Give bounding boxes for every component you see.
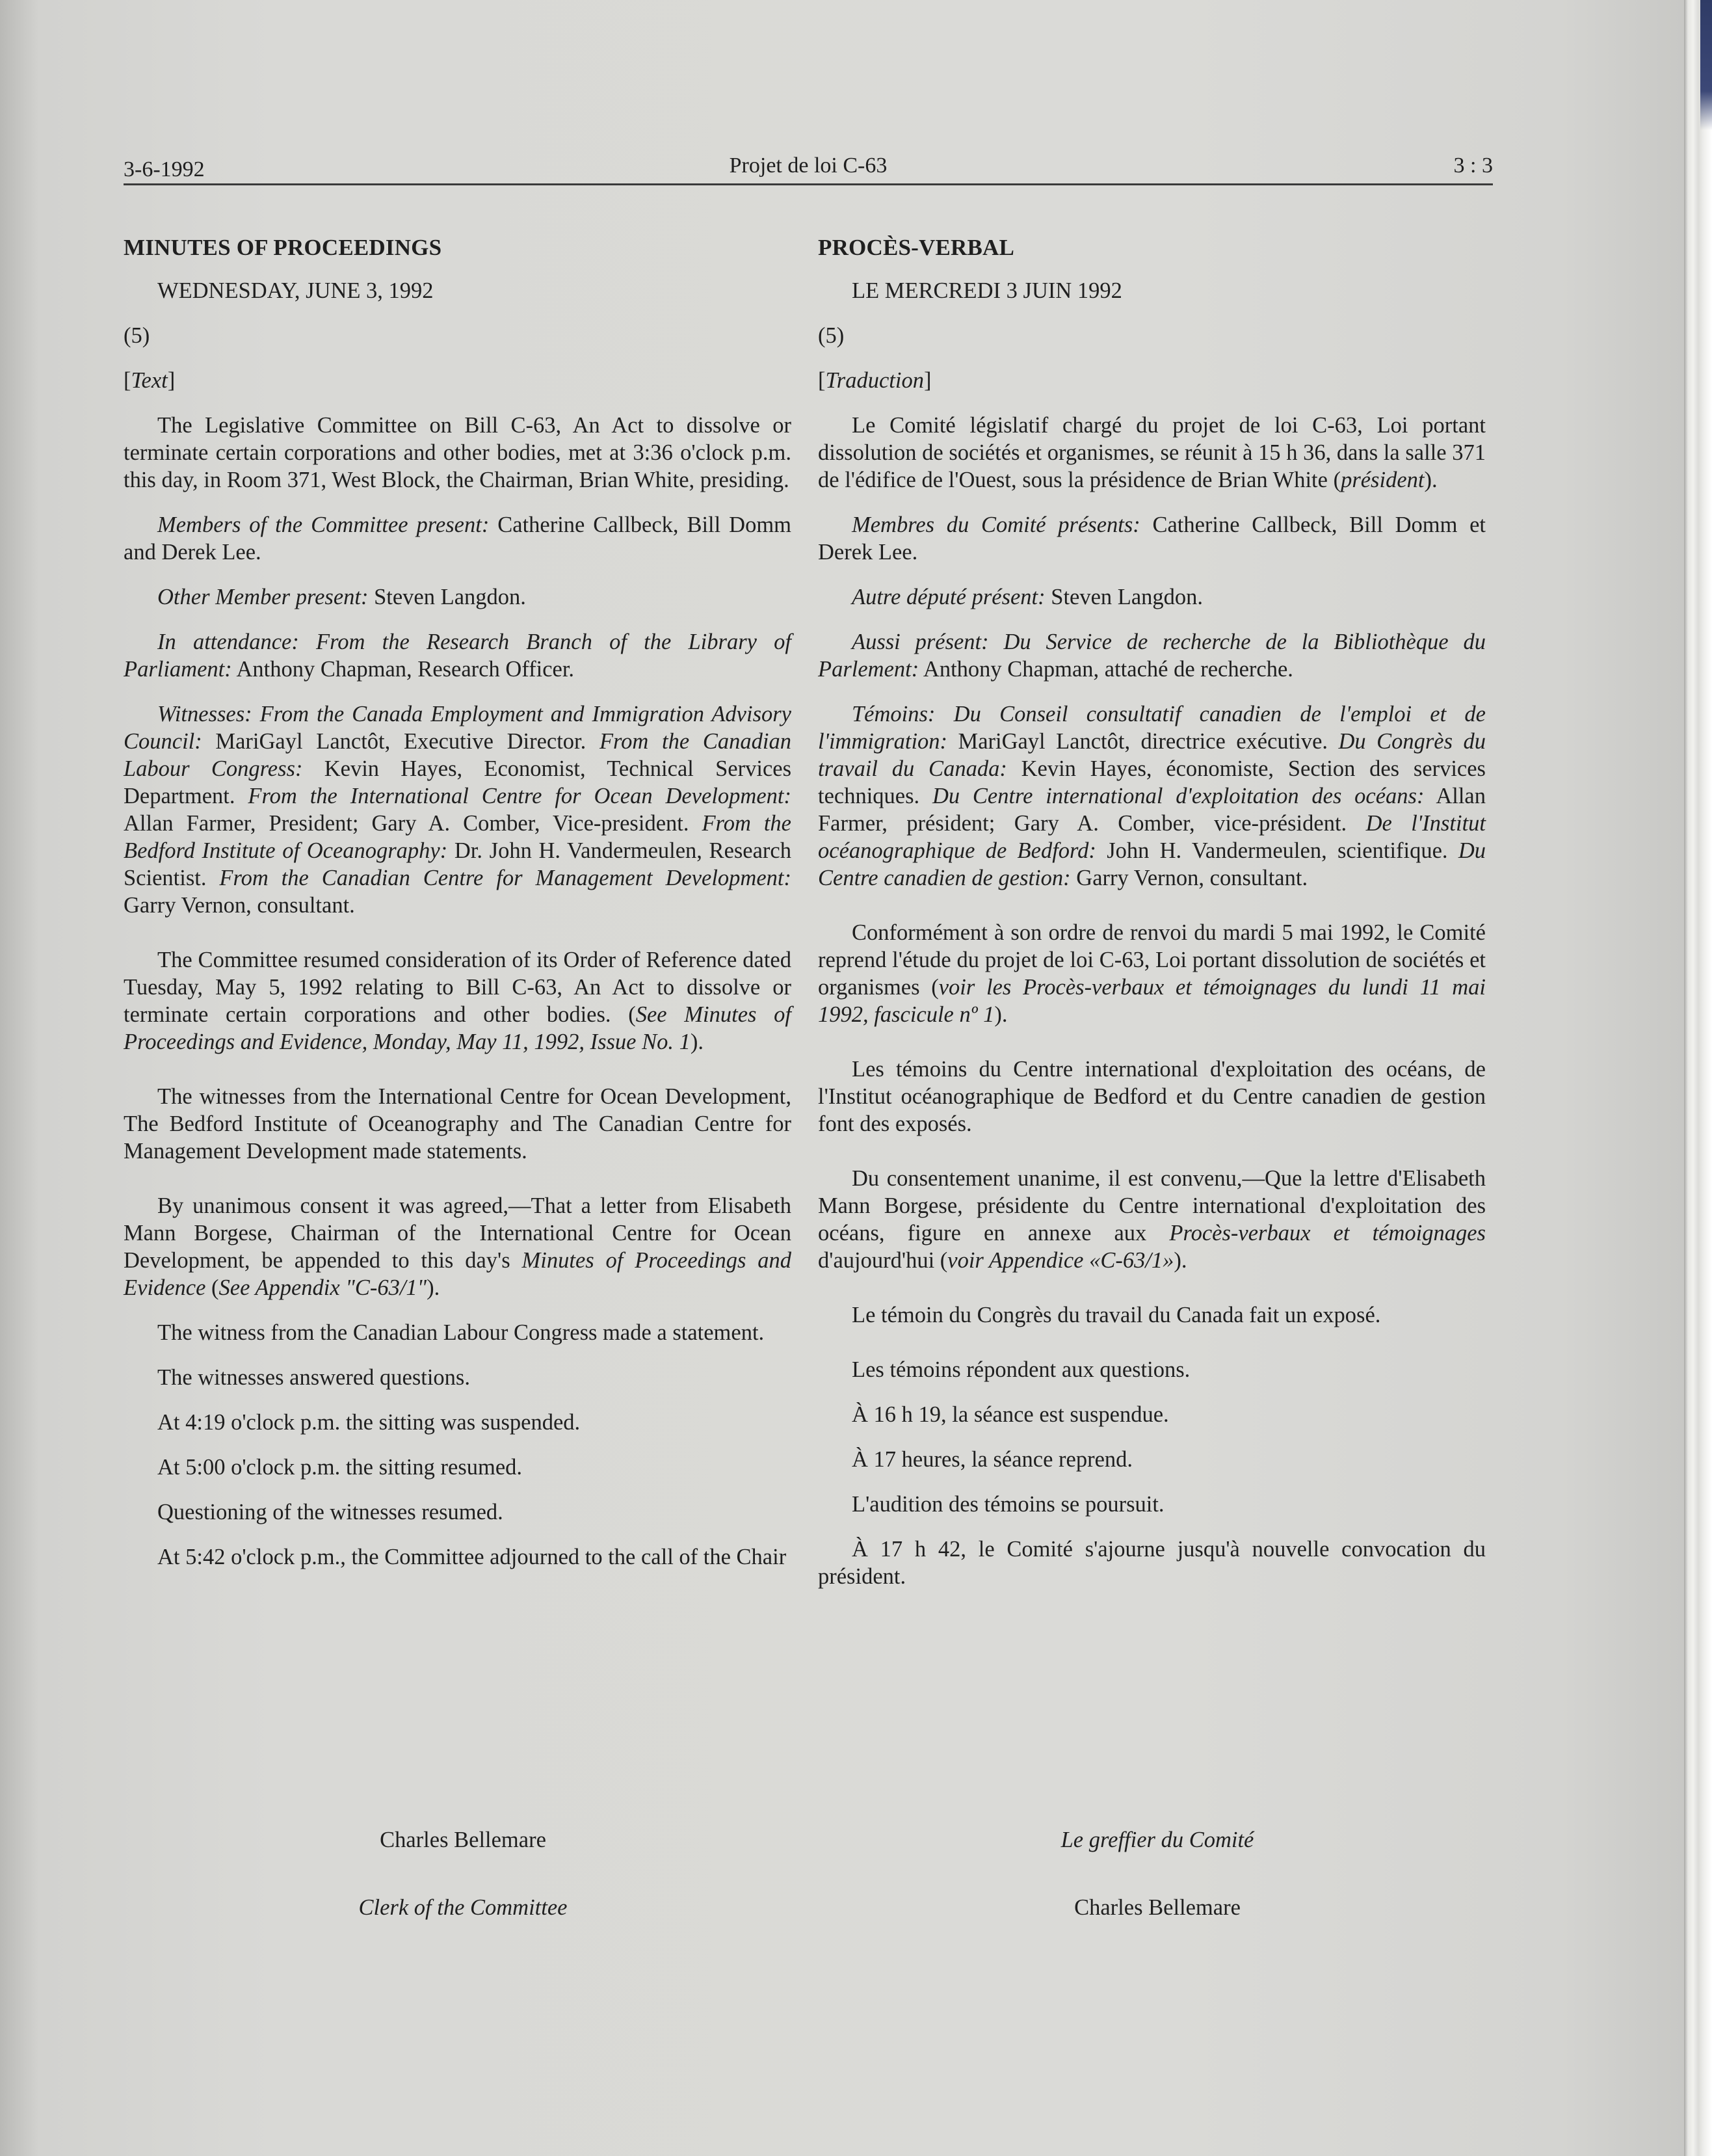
french-text-label: [Traduction] bbox=[818, 368, 932, 393]
french-consent-text: Du consentement unanime, il est convenu,—Que la lettre d'Elisabeth Mann Borgese, présidente du Centre international d'exploitation des océans, figure en annexe aux bbox=[818, 1166, 1486, 1245]
english-resumed-ref: See Minutes of Proceedings and Evidence, Monday, May 11, 1992, Issue No. 1 bbox=[124, 1002, 791, 1054]
book-page-edge bbox=[1684, 0, 1712, 2156]
english-other-label: Other Member present: bbox=[157, 585, 369, 609]
french-witness-1: MariGayl Lanctôt, directrice exécutive. bbox=[947, 729, 1339, 754]
french-heading: PROCÈS-VERBAL bbox=[818, 235, 1015, 260]
french-witness-5: Garry Vernon, consultant. bbox=[1070, 866, 1308, 890]
french-resumed-end: ). bbox=[994, 1002, 1008, 1027]
french-unanimous-consent bbox=[818, 1165, 1486, 1274]
french-adjourned: À 17 h 42, le Comité s'ajourne jusqu'à nouvelle convocation du président. bbox=[818, 1537, 1486, 1589]
english-members-names: Catherine Callbeck, Bill Domm and Derek Lee. bbox=[124, 512, 791, 565]
french-clc-statement: Le témoin du Congrès du travail du Canada fait un exposé. bbox=[852, 1303, 1381, 1327]
english-members-present bbox=[124, 511, 791, 566]
english-consent-appendix: See Appendix "C-63/1" bbox=[218, 1275, 427, 1300]
english-witness-2-org: From the Canadian Labour Congress: bbox=[124, 729, 791, 781]
french-witness-3: Allan Farmer, président; Gary A. Comber, vice-président. bbox=[818, 784, 1486, 836]
french-opening-end: ). bbox=[1424, 468, 1438, 492]
french-opening-paragraph bbox=[818, 412, 1486, 494]
french-members-label: Membres du Comité présents: bbox=[852, 512, 1140, 537]
french-witnesses-label: Témoins: Du Conseil consultatif canadien de l'emploi et de l'immigration: bbox=[818, 702, 1486, 754]
english-answered: The witnesses answered questions. bbox=[157, 1365, 470, 1390]
english-witness-5: Garry Vernon, consultant. bbox=[124, 893, 355, 918]
english-heading: MINUTES OF PROCEEDINGS bbox=[124, 235, 442, 260]
french-clerk-title bbox=[962, 1826, 1352, 1854]
french-witness-2: Kevin Hayes, économiste, Section des services techniques. bbox=[818, 756, 1486, 808]
english-statements: The witnesses from the International Centre for Ocean Development, The Bedford Institute of Oceanography and The Canadian Centre for Management Development made statements. bbox=[124, 1084, 791, 1164]
english-clerk-title-text: Clerk of the Committee bbox=[358, 1895, 568, 1920]
english-resumed-end: ). bbox=[690, 1030, 704, 1054]
english-witnesses bbox=[124, 700, 791, 919]
french-order-of-reference bbox=[818, 919, 1486, 1028]
french-other-member bbox=[818, 583, 1486, 611]
english-members-label: Members of the Committee present: bbox=[157, 512, 490, 537]
english-clc-statement: The witness from the Canadian Labour Congress made a statement. bbox=[157, 1320, 765, 1345]
header-title: Projet de loi C-63 bbox=[729, 153, 888, 178]
english-witness-2: Kevin Hayes, Economist, Technical Services Department. bbox=[124, 756, 791, 808]
english-witness-5-org: From the Canadian Centre for Management Development: bbox=[219, 866, 791, 890]
french-consent-appendix: voir Appendice «C-63/1» bbox=[947, 1248, 1174, 1273]
french-consent-mid: d'aujourd'hui ( bbox=[818, 1248, 948, 1273]
header-date: 3-6-1992 bbox=[124, 157, 205, 181]
english-consent-end: ). bbox=[427, 1275, 440, 1300]
french-attendance-label: Aussi présent: Du Service de recherche de la Bibliothèque du Parlement: bbox=[818, 630, 1486, 682]
english-date: WEDNESDAY, JUNE 3, 1992 bbox=[157, 278, 434, 303]
english-clerk-name: Charles Bellemare bbox=[380, 1828, 546, 1852]
french-clerk-name: Charles Bellemare bbox=[1074, 1895, 1241, 1920]
english-attendance-label: In attendance: From the Research Branch of the Library of Parliament: bbox=[124, 630, 791, 682]
french-resumed-ref: voir les Procès-verbaux et témoignages du lundi 11 mai 1992, fascicule nº 1 bbox=[818, 975, 1486, 1027]
english-text-label-word: Text bbox=[131, 368, 168, 393]
english-clerk-title bbox=[268, 1894, 658, 1921]
english-order-of-reference bbox=[124, 946, 791, 1056]
french-statements: Les témoins du Centre international d'exploitation des océans, de l'Institut océanographique de Bedford et du Centre canadien de gestion font des exposés. bbox=[818, 1057, 1486, 1136]
english-consent-ref: Minutes of Proceedings and Evidence bbox=[124, 1248, 792, 1300]
french-members-present bbox=[818, 511, 1486, 566]
english-witness-1: MariGayl Lanctôt, Executive Director. bbox=[202, 729, 599, 754]
english-witnesses-label: Witnesses: From the Canada Employment and Immigration Advisory Council: bbox=[124, 702, 791, 754]
french-sitting-resumed: À 17 heures, la séance reprend. bbox=[852, 1447, 1133, 1472]
english-column bbox=[124, 234, 791, 1588]
english-adjourned: At 5:42 o'clock p.m., the Committee adjourned to the call of the Chair bbox=[157, 1545, 787, 1569]
english-witness-3-org: From the International Centre for Ocean Development: bbox=[248, 784, 791, 808]
french-answered: Les témoins répondent aux questions. bbox=[852, 1357, 1191, 1382]
french-consent-ref: Procès-verbaux et témoignages bbox=[1169, 1221, 1486, 1245]
french-attendance-name: Anthony Chapman, attaché de recherche. bbox=[919, 657, 1293, 682]
french-witness-3-org: Du Centre international d'exploitation des océans: bbox=[932, 784, 1425, 808]
french-resumed-text: Conformément à son ordre de renvoi du mardi 5 mai 1992, le Comité reprend l'étude du projet de loi C-63, Loi portant dissolution de sociétés et organismes ( bbox=[818, 920, 1486, 1000]
french-members-names: Catherine Callbeck, Bill Domm et Derek Lee. bbox=[818, 512, 1486, 565]
french-consent-end: ). bbox=[1174, 1248, 1187, 1273]
english-other-name: Steven Langdon. bbox=[368, 585, 526, 609]
english-questioning: Questioning of the witnesses resumed. bbox=[157, 1500, 503, 1524]
header-page-number: 3 : 3 bbox=[1453, 153, 1493, 178]
english-consent-text: By unanimous consent it was agreed,—That a letter from Elisabeth Mann Borgese, Chairman of the International Centre for Ocean Development, be appended to this day's bbox=[124, 1193, 791, 1273]
french-text-label-word: Traduction bbox=[825, 368, 924, 393]
french-witness-5-org: Du Centre canadien de gestion: bbox=[818, 838, 1486, 890]
french-other-name: Steven Langdon. bbox=[1045, 585, 1204, 609]
english-suspended: At 4:19 o'clock p.m. the sitting was suspended. bbox=[157, 1410, 581, 1435]
running-header bbox=[124, 150, 1493, 185]
french-suspended: À 16 h 19, la séance est suspendue. bbox=[852, 1402, 1169, 1427]
french-other-label: Autre député présent: bbox=[852, 585, 1046, 609]
french-meeting-number: (5) bbox=[818, 323, 845, 348]
english-other-member bbox=[124, 583, 791, 611]
english-opening-paragraph: The Legislative Committee on Bill C-63, An Act to dissolve or terminate certain corporations and other bodies, met at 3:36 o'clock p.m. this day, in Room 371, West Block, the Chairman, Brian White, presiding. bbox=[124, 413, 791, 492]
english-resumed-text: The Committee resumed consideration of its Order of Reference dated Tuesday, May 5, 1992 relating to Bill C-63, An Act to dissolve or terminate certain corporations and other bodies. ( bbox=[124, 948, 791, 1027]
french-questioning: L'audition des témoins se poursuit. bbox=[852, 1492, 1165, 1517]
french-clerk-title-text: Le greffier du Comité bbox=[1060, 1828, 1254, 1852]
french-witness-4: John H. Vandermeulen, scientifique. bbox=[1096, 838, 1458, 863]
french-in-attendance bbox=[818, 628, 1486, 683]
french-witness-4-org: De l'Institut océanographique de Bedford: bbox=[818, 811, 1486, 863]
english-unanimous-consent bbox=[124, 1192, 791, 1301]
english-text-label: [Text] bbox=[124, 368, 176, 393]
english-in-attendance bbox=[124, 628, 791, 683]
french-column bbox=[818, 234, 1486, 1608]
english-meeting-number: (5) bbox=[124, 323, 150, 348]
english-witness-4: Dr. John H. Vandermeulen, Research Scientist. bbox=[124, 838, 791, 890]
english-consent-mid: ( bbox=[205, 1275, 219, 1300]
english-attendance-name: Anthony Chapman, Research Officer. bbox=[231, 657, 575, 682]
french-witness-2-org: Du Congrès du travail du Canada: bbox=[818, 729, 1486, 781]
french-opening-president: président bbox=[1341, 468, 1425, 492]
english-sitting-resumed: At 5:00 o'clock p.m. the sitting resumed. bbox=[157, 1455, 523, 1480]
french-date: LE MERCREDI 3 JUIN 1992 bbox=[852, 278, 1122, 303]
french-opening-text: Le Comité législatif chargé du projet de loi C-63, Loi portant dissolution de sociétés et organismes, se réunit à 15 h 36, dans la salle 371 de l'édifice de l'Ouest, sous la présidence de Brian White ( bbox=[818, 413, 1486, 492]
french-witnesses bbox=[818, 700, 1486, 892]
english-witness-3: Allan Farmer, President; Gary A. Comber, Vice-president. bbox=[124, 811, 702, 836]
english-witness-4-org: From the Bedford Institute of Oceanography: bbox=[124, 811, 791, 863]
